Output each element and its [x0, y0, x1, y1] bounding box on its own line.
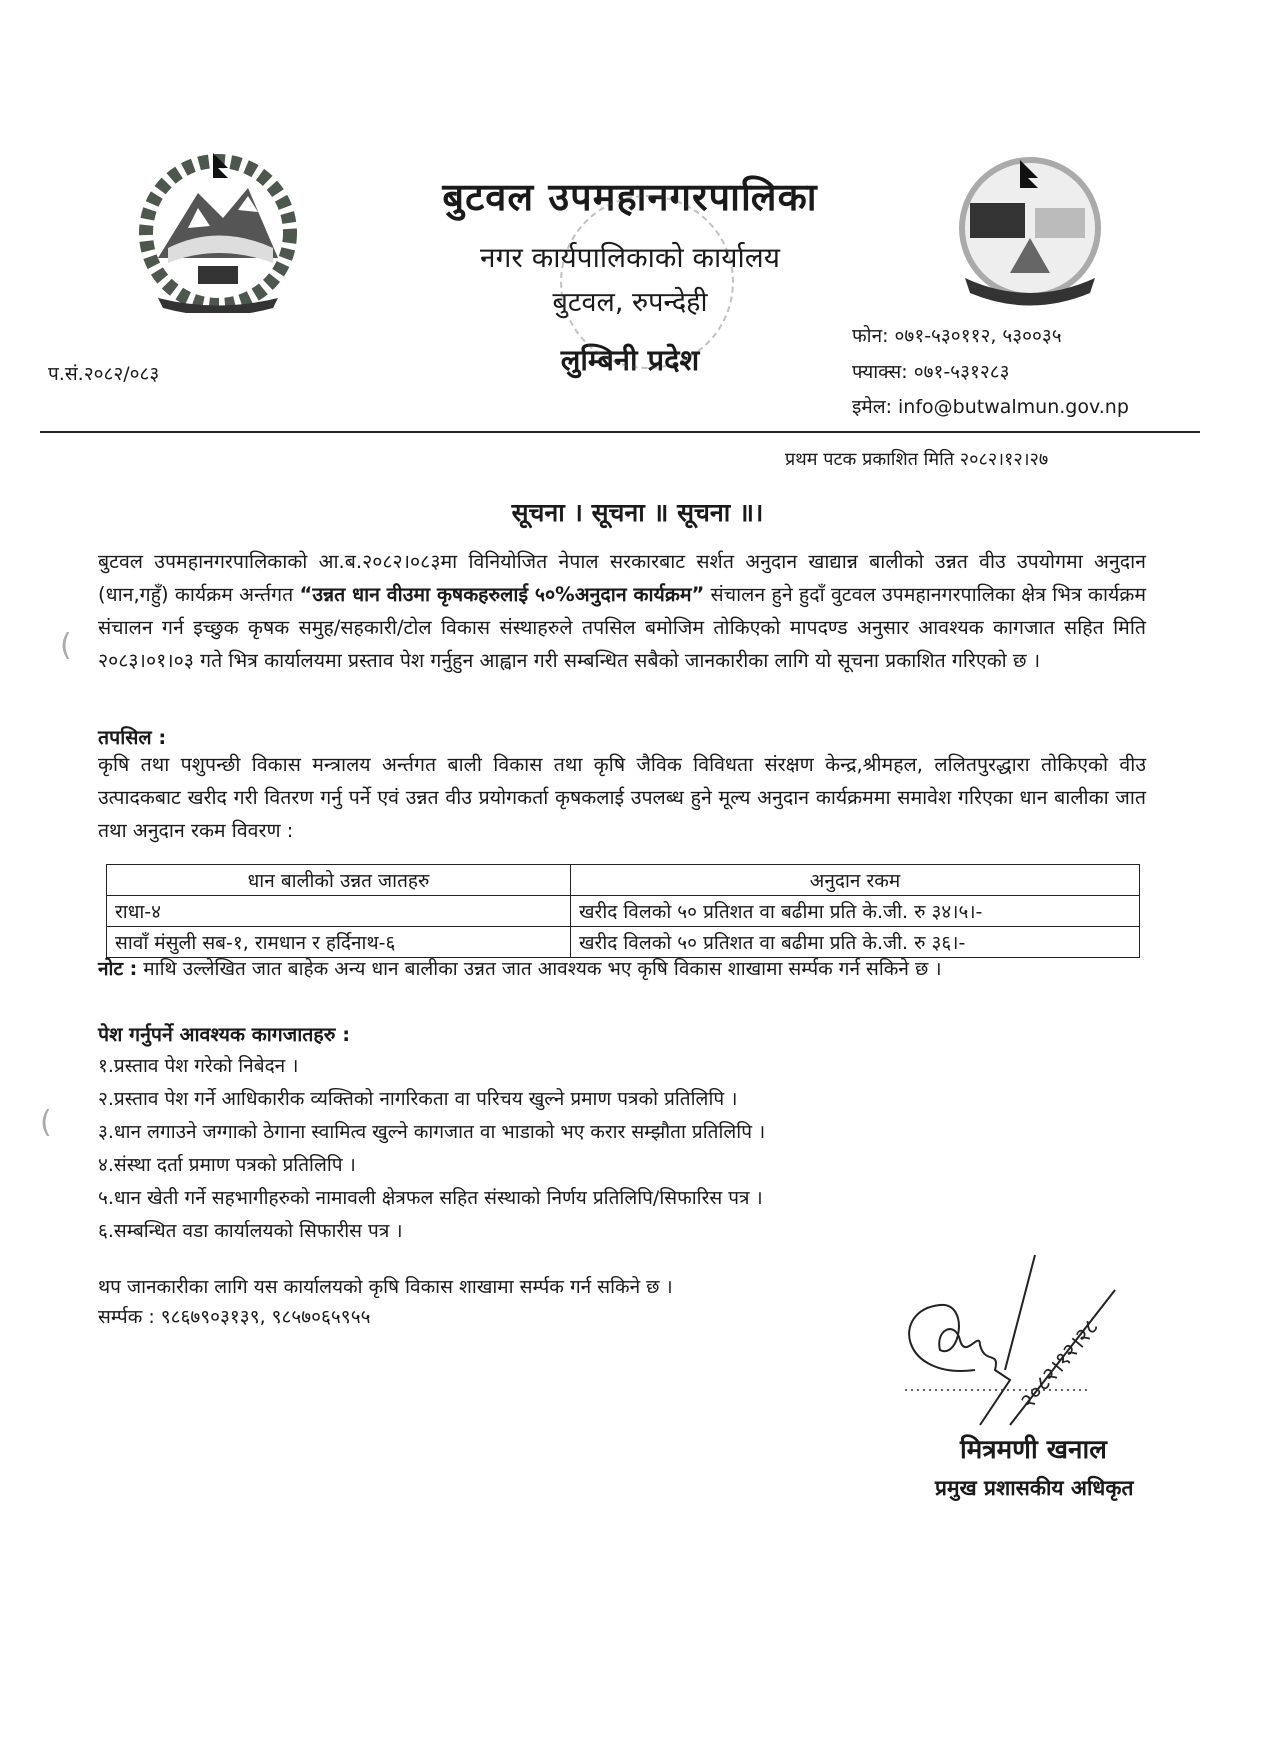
- phone-number: फोन: ०७१-५३०११२, ५३००३५: [852, 325, 1062, 347]
- variety-cell: राधा-४: [107, 896, 571, 927]
- list-item: ५.धान खेती गर्ने सहभागीहरुको नामावली क्षेत्रफल सहित संस्थाको निर्णय प्रतिलिपि/सिफारिस पत्र ।: [98, 1187, 763, 1209]
- signatory-title: प्रमुख प्रशासकीय अधिकृत: [935, 1476, 1134, 1500]
- list-item: ३.धान लगाउने जग्गाको ठेगाना स्वामित्व खुल्ने कागजात वा भाडाको भए करार सम्झौता प्रतिलिपि ।: [98, 1121, 766, 1143]
- list-item: १.प्रस्ताव पेश गरेको निबेदन ।: [98, 1055, 299, 1077]
- signature-icon: [880, 1250, 1160, 1434]
- punch-hole-mark: (: [40, 1105, 52, 1140]
- footer-contact: सर्म्पक : ९८६७९०३१३९, ९८५७०६५९५५: [98, 1306, 371, 1328]
- note: नोट : माथि उल्लेखित जात बाहेक अन्य धान बालीका उन्नत जात आवश्यक भए कृषि विकास शाखामा सर्म्पक गर्न सकिने छ ।: [98, 958, 942, 980]
- office-province: लुम्बिनी प्रदेश: [560, 343, 700, 377]
- butwal-municipality-logo-icon: [940, 148, 1120, 308]
- organization-name: बुटवल उपमहानगरपालिका: [442, 175, 818, 219]
- tapasil-label: तपसिल :: [98, 726, 167, 749]
- reference-number: प.सं.२०८२/०८३: [48, 363, 160, 385]
- subsidy-cell: खरीद विलको ५० प्रतिशत वा बढीमा प्रति के.जी. रु ३४।५।-: [571, 896, 1140, 927]
- column-header-subsidy: अनुदान रकम: [571, 865, 1140, 896]
- header-divider: [40, 431, 1200, 433]
- footer-info: [98, 1272, 673, 1332]
- notice-heading: सूचना । सूचना ॥ सूचना ॥।: [511, 498, 764, 527]
- program-name: “उन्नत धान वीउमा कृषकहरुलाई ५०%अनुदान कार्यक्रम”: [299, 583, 705, 606]
- column-header-variety: धान बालीको उन्नत जातहरु: [107, 865, 571, 896]
- nepal-government-emblem-icon: [128, 148, 308, 313]
- table-header-row: [107, 865, 1140, 896]
- email-address: इमेल: info@butwalmun.gov.np: [852, 396, 1129, 418]
- tapasil-paragraph: कृषि तथा पशुपन्छी विकास मन्त्रालय अर्न्तगत बाली विकास तथा कृषि जैविक विविधता संरक्षण केन्द्र,श्रीमहल, ललितपुरद्धारा तोकिएको वीउ उत्पादकबाट खरीद गरी वितरण गर्नु पर्ने एवं उन्नत वीउ प्रयोगकर्ता कृषकलाई उपलब्ध हुने मूल्य अनुदान कार्यक्रममा समावेश गरिएका धान बालीका जात तथा अनुदान रकम विवरण :: [98, 753, 1146, 842]
- documents-list: [98, 1050, 765, 1248]
- office-name: नगर कार्यपालिकाको कार्यालय: [480, 241, 780, 274]
- signature-date: २०८२।१२।२८: [1015, 1314, 1105, 1414]
- fax-number: फ्याक्स: ०७१-५३१२८३: [852, 361, 1010, 383]
- table-row: [107, 896, 1140, 927]
- office-city: बुटवल, रुपन्देही: [552, 287, 708, 318]
- variety-cell: सावाँ मंसुली सब-१, रामधान र हर्दिनाथ-६: [107, 927, 571, 958]
- documents-label: पेश गर्नुपर्ने आवश्यक कागजातहरु :: [98, 1023, 350, 1046]
- footer-info-text: थप जानकारीका लागि यस कार्यालयको कृषि विकास शाखामा सर्म्पक गर्न सकिने छ ।: [98, 1276, 673, 1298]
- signatory-name: मित्रमणी खनाल: [960, 1435, 1107, 1465]
- list-item: ४.संस्था दर्ता प्रमाण पत्रको प्रतिलिपि ।: [98, 1154, 356, 1176]
- subsidy-table: [106, 864, 1140, 958]
- list-item: ६.सम्बन्धित वडा कार्यालयको सिफारीस पत्र ।: [98, 1220, 403, 1242]
- list-item: २.प्रस्ताव पेश गर्ने आधिकारीक व्यक्तिको नागरिकता वा परिचय खुल्ने प्रमाण पत्रको प्रतिलिपि ।: [98, 1088, 738, 1110]
- note-label: नोट :: [98, 958, 138, 980]
- subsidy-cell: खरीद विलको ५० प्रतिशत वा बढीमा प्रति के.जी. रु ३६।-: [571, 927, 1140, 958]
- table-row: [107, 927, 1140, 958]
- intro-paragraph: बुटवल उपमहानगरपालिकाको आ.ब.२०८२।०८३मा विनियोजित नेपाल सरकारबाट सर्शत अनुदान खाद्यान्न बालीको उन्नत वीउ उपयोगमा अनुदान (धान,गहुँ) कार्यक्रम अर्न्तगत “उन्नत धान वीउमा कृषकहरुलाई ५०%अनुदान कार्यक्रम” संचालन हुने हुदाँ वुटवल उपमहानगरपालिका क्षेत्र भित्र कार्यक्रम संचालन गर्न इच्छुक कृषक समुह/सहकारी/टोल विकास संस्थाहरुले तपसिल बमोजिम तोकिएको मापदण्ड अनुसार आवश्यक कागजात सहित मिति २०८३।०१।०३ गते भित्र कार्यालयमा प्रस्ताव पेश गर्नुहुन आह्वान गरी सम्बन्धित सबैको जानकारीका लागि यो सूचना प्रकाशित गरिएको छ ।: [98, 550, 1146, 672]
- punch-hole-mark: (: [60, 628, 72, 663]
- office-stamp: [560, 195, 734, 369]
- publication-date: प्रथम पटक प्रकाशित मिति २०८२।१२।२७: [785, 449, 1049, 470]
